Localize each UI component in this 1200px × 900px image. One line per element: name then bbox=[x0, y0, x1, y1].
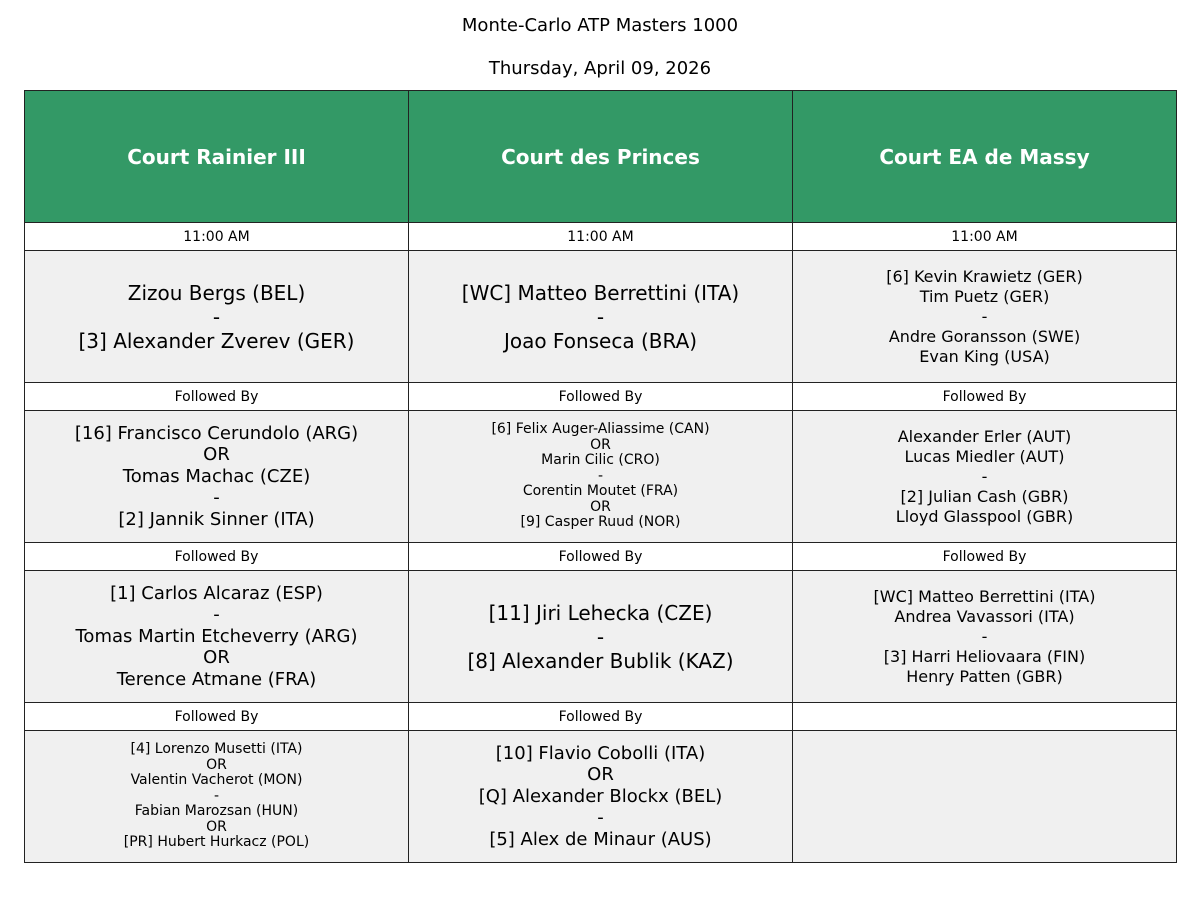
match-cell bbox=[793, 411, 1177, 543]
followed-by-label: Followed By bbox=[25, 543, 409, 571]
followed-by-label: Followed By bbox=[409, 543, 793, 571]
match-row bbox=[25, 571, 1177, 703]
versus-separator: - bbox=[597, 807, 604, 829]
player-name: [16] Francisco Cerundolo (ARG) bbox=[74, 422, 359, 444]
player-name: [WC] Matteo Berrettini (ITA) bbox=[461, 280, 740, 305]
player-name: Joao Fonseca (BRA) bbox=[503, 328, 698, 353]
or-separator: OR bbox=[203, 647, 230, 669]
or-separator: OR bbox=[590, 436, 611, 453]
versus-separator: - bbox=[596, 304, 605, 329]
player-name: Henry Patten (GBR) bbox=[906, 666, 1063, 686]
followed-by-row bbox=[25, 543, 1177, 571]
start-time-label: 11:00 AM bbox=[25, 223, 409, 251]
or-separator: OR bbox=[203, 444, 230, 466]
match-cell bbox=[25, 411, 409, 543]
page-title: Monte-Carlo ATP Masters 1000 bbox=[461, 15, 739, 36]
match-cell bbox=[793, 571, 1177, 703]
match-cell bbox=[793, 251, 1177, 383]
versus-separator: - bbox=[213, 604, 220, 626]
player-name: Tomas Machac (CZE) bbox=[122, 465, 311, 487]
start-time-row bbox=[25, 223, 1177, 251]
match-cell bbox=[25, 571, 409, 703]
followed-by-label: Followed By bbox=[793, 383, 1177, 411]
or-separator: OR bbox=[590, 498, 611, 515]
or-separator: OR bbox=[206, 756, 227, 773]
match-row bbox=[25, 411, 1177, 543]
player-name: Tim Puetz (GER) bbox=[919, 286, 1050, 306]
match-cell bbox=[409, 731, 793, 863]
player-name: [2] Julian Cash (GBR) bbox=[900, 486, 1069, 506]
match-cell bbox=[25, 731, 409, 863]
court-header-ea-de-massy: Court EA de Massy bbox=[793, 91, 1177, 223]
player-name: Andrea Vavassori (ITA) bbox=[894, 606, 1075, 626]
or-separator: OR bbox=[206, 818, 227, 835]
followed-by-label: Followed By bbox=[409, 703, 793, 731]
player-name: [Q] Alexander Blockx (BEL) bbox=[478, 785, 723, 807]
followed-by-row bbox=[25, 703, 1177, 731]
player-name: Terence Atmane (FRA) bbox=[116, 668, 317, 690]
match-cell bbox=[409, 571, 793, 703]
or-separator: OR bbox=[587, 764, 614, 786]
player-name: [1] Carlos Alcaraz (ESP) bbox=[110, 582, 323, 604]
match-cell bbox=[793, 731, 1177, 863]
player-name: Fabian Marozsan (HUN) bbox=[134, 803, 299, 820]
player-name: [2] Jannik Sinner (ITA) bbox=[118, 508, 315, 530]
player-name: [5] Alex de Minaur (AUS) bbox=[489, 828, 712, 850]
player-name: Tomas Martin Etcheverry (ARG) bbox=[75, 625, 358, 647]
match-row bbox=[25, 731, 1177, 863]
followed-by-label: Followed By bbox=[409, 383, 793, 411]
followed-by-label bbox=[793, 703, 1177, 731]
versus-separator: - bbox=[596, 624, 605, 649]
followed-by-label: Followed By bbox=[25, 383, 409, 411]
followed-by-label: Followed By bbox=[25, 703, 409, 731]
player-name: Zizou Bergs (BEL) bbox=[127, 280, 306, 305]
page-date: Thursday, April 09, 2026 bbox=[488, 58, 712, 79]
player-name: [10] Flavio Cobolli (ITA) bbox=[495, 742, 706, 764]
player-name: [11] Jiri Lehecka (CZE) bbox=[488, 600, 713, 625]
player-name: Evan King (USA) bbox=[919, 346, 1050, 366]
versus-separator: - bbox=[213, 487, 220, 509]
player-name: [6] Kevin Krawietz (GER) bbox=[886, 266, 1083, 286]
player-name: Lucas Miedler (AUT) bbox=[904, 446, 1065, 466]
player-name: [6] Felix Auger-Aliassime (CAN) bbox=[491, 421, 710, 438]
player-name: [3] Alexander Zverev (GER) bbox=[78, 328, 355, 353]
schedule-table bbox=[24, 90, 1177, 863]
player-name: [3] Harri Heliovaara (FIN) bbox=[883, 646, 1086, 666]
player-name: Alexander Erler (AUT) bbox=[897, 426, 1072, 446]
schedule-body bbox=[25, 223, 1177, 863]
versus-separator: - bbox=[981, 466, 988, 486]
court-header-des-princes: Court des Princes bbox=[409, 91, 793, 223]
player-name: Corentin Moutet (FRA) bbox=[522, 483, 679, 500]
versus-separator: - bbox=[213, 787, 220, 804]
player-name: [4] Lorenzo Musetti (ITA) bbox=[130, 741, 303, 758]
player-name: Valentin Vacherot (MON) bbox=[130, 772, 303, 789]
player-name: [WC] Matteo Berrettini (ITA) bbox=[873, 586, 1096, 606]
start-time-label: 11:00 AM bbox=[409, 223, 793, 251]
player-name: [PR] Hubert Hurkacz (POL) bbox=[123, 834, 310, 851]
court-header-rainier-iii: Court Rainier III bbox=[25, 91, 409, 223]
match-cell bbox=[409, 251, 793, 383]
match-row bbox=[25, 251, 1177, 383]
player-name: Lloyd Glasspool (GBR) bbox=[895, 506, 1074, 526]
versus-separator: - bbox=[981, 306, 988, 326]
match-cell bbox=[25, 251, 409, 383]
player-name: Andre Goransson (SWE) bbox=[888, 326, 1081, 346]
court-header-row bbox=[25, 91, 1177, 223]
player-name: [9] Casper Ruud (NOR) bbox=[520, 514, 681, 531]
followed-by-row bbox=[25, 383, 1177, 411]
versus-separator: - bbox=[212, 304, 221, 329]
versus-separator: - bbox=[597, 467, 604, 484]
followed-by-label: Followed By bbox=[793, 543, 1177, 571]
player-name: Marin Cilic (CRO) bbox=[541, 452, 660, 469]
match-cell bbox=[409, 411, 793, 543]
start-time-label: 11:00 AM bbox=[793, 223, 1177, 251]
versus-separator: - bbox=[981, 626, 988, 646]
player-name: [8] Alexander Bublik (KAZ) bbox=[467, 648, 734, 673]
